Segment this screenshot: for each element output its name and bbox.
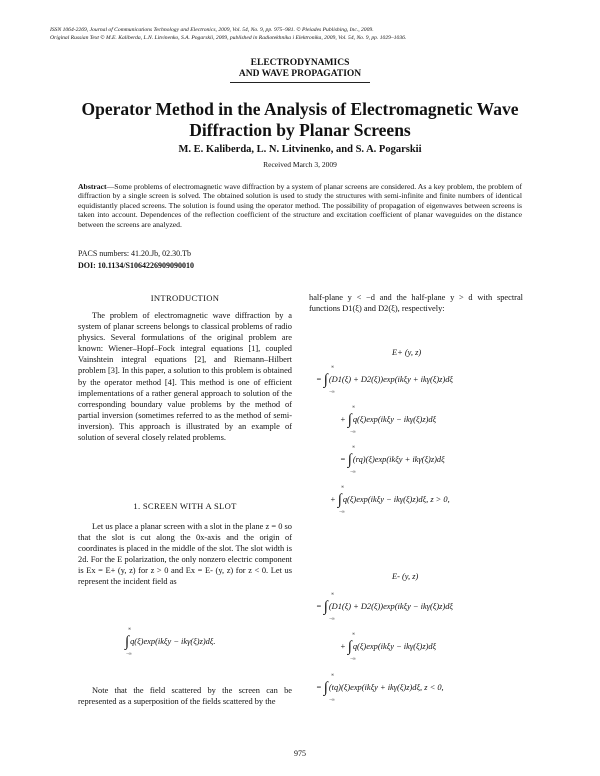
journal-citation: ISSN 1064-2269, Journal of Communications Technology and Electronics, 2009, Vol. 54, No. 9, pp. 975–981. © Pleiades Publishing, Inc., 2009. bbox=[50, 27, 374, 33]
integral-sign: ∫ bbox=[323, 372, 328, 388]
eplus-equation-line1: ∞ = ∫(D1(ξ) + D2(ξ))exp(ikξy + ikγ(ξ)z)dξ −∞ bbox=[316, 364, 454, 394]
paper-title-line2: Diffraction by Planar Screens bbox=[189, 120, 411, 140]
pacs-numbers: PACS numbers: 41.20.Jb, 02.30.Tb bbox=[78, 249, 192, 258]
section-1-paragraph: Let us place a planar screen with a slot in the plane z = 0 so that the slot is cut along the 0x-axis and the origin of coordinates is placed in the middle of the slot. The slot width is 2d. For the E polarization, the only nonzero electric component is Ex = E+ (y, z) for z > 0 and Ex = E- (y, z) for z < 0. Let us represent the incident field as bbox=[78, 522, 292, 587]
eminus-label: E- (y, z) bbox=[392, 572, 419, 581]
integral-sign: ∫ bbox=[347, 639, 352, 655]
original-text-citation: Original Russian Text © M.E. Kaliberda, L.N. Litvinenko, S.A. Pogarskii, 2009, published in Radiotekhnika i Elektronika, 2009, Vol. 54, No. 9, pp. 1029–1036. bbox=[50, 35, 407, 41]
integral-sign: ∫ bbox=[347, 452, 352, 468]
eplus-label: E+ (y, z) bbox=[392, 348, 422, 357]
eminus-equation-line2: ∞ + ∫q(ξ)exp(ikξy − ikγ(ξ)z)dξ −∞ bbox=[340, 631, 437, 661]
eplus-equation-line2: ∞ + ∫q(ξ)exp(ikξy − ikγ(ξ)z)dξ −∞ bbox=[340, 404, 437, 434]
section-rule bbox=[230, 82, 370, 83]
incident-field-equation: ∞ ∫q(ξ)exp(ikξy − ikγ(ξ)z)dξ. −∞ bbox=[125, 626, 216, 656]
eminus-equation-line3: ∞ = ∫(tq)(ξ)exp(ikξy + ikγ(ξ)z)dξ, z < 0, −∞ bbox=[316, 672, 444, 702]
doi: DOI: 10.1134/S1064226909090010 bbox=[78, 261, 195, 270]
integral-sign: ∫ bbox=[323, 680, 328, 696]
section-1-heading: 1. SCREEN WITH A SLOT bbox=[133, 501, 237, 511]
eplus-equation-line4: ∞ + ∫q(ξ)exp(ikξy − ikγ(ξ)z)dξ, z > 0, −∞ bbox=[330, 484, 450, 514]
introduction-paragraph: The problem of electromagnetic wave diffraction by a system of planar screens belongs to classical problems of radio physics. Several formulations of the original problem are known: Wiener–Hopf–Fock integral equations [1], coupled Vainshtein integral equations [2], and Riemann–Hilbert problem [3]. In this paper, a solution to this problem is obtained by the operator method [4]. This method is one of efficient implementations of a rather general approach to solution of the corresponding boundary value problems by the method of partial inversion (sometimes referred to as the method of semi-inversion). This approach is illustrated by an example of solution of several closely related problems. bbox=[78, 311, 292, 443]
page-number: 975 bbox=[294, 749, 306, 758]
section-1-paragraph-2: Note that the field scattered by the screen can be represented as a superposition of the fields scattered by the bbox=[78, 686, 292, 707]
abstract-text: —Some problems of electromagnetic wave diffraction by a system of planar screens are considered. As a key problem, the problem of diffraction by a single screen is solved. The obtained solution is used to study the structures with semi-infinite and finite numbers of identical equidistantly placed screens. The solution is found using the operator method. The possibility of propagation of eigenwaves between screens is taken into account. Dependences of the reflection coefficient of the structure and excitation coefficient of planar waveguides on the distance between the screens are analyzed. bbox=[78, 182, 522, 229]
section-label-line1: ELECTRODYNAMICS bbox=[250, 58, 350, 68]
integral-sign: ∫ bbox=[337, 492, 342, 508]
abstract-label: Abstract bbox=[78, 182, 107, 191]
integral-sign: ∫ bbox=[347, 412, 352, 428]
eminus-equation-line1: ∞ = ∫(D1(ξ) + D2(ξ))exp(ikξy − ikγ(ξ)z)dξ −∞ bbox=[316, 591, 454, 621]
integral-sign: ∫ bbox=[323, 599, 328, 615]
received-date: Received March 3, 2009 bbox=[263, 160, 337, 169]
abstract bbox=[78, 182, 522, 229]
introduction-heading: INTRODUCTION bbox=[150, 293, 220, 303]
eplus-equation-line3: ∞ = ∫(rq)(ξ)exp(ikξy + ikγ(ξ)z)dξ −∞ bbox=[340, 444, 445, 474]
right-column-paragraph: half-plane y < −d and the half-plane y > d with spectral functions D1(ξ) and D2(ξ), respectively: bbox=[309, 293, 523, 314]
section-label-line2: AND WAVE PROPAGATION bbox=[238, 69, 362, 79]
paper-title-line1: Operator Method in the Analysis of Electromagnetic Wave bbox=[81, 99, 519, 119]
authors: M. E. Kaliberda, L. N. Litvinenko, and S. A. Pogarskii bbox=[178, 144, 422, 155]
